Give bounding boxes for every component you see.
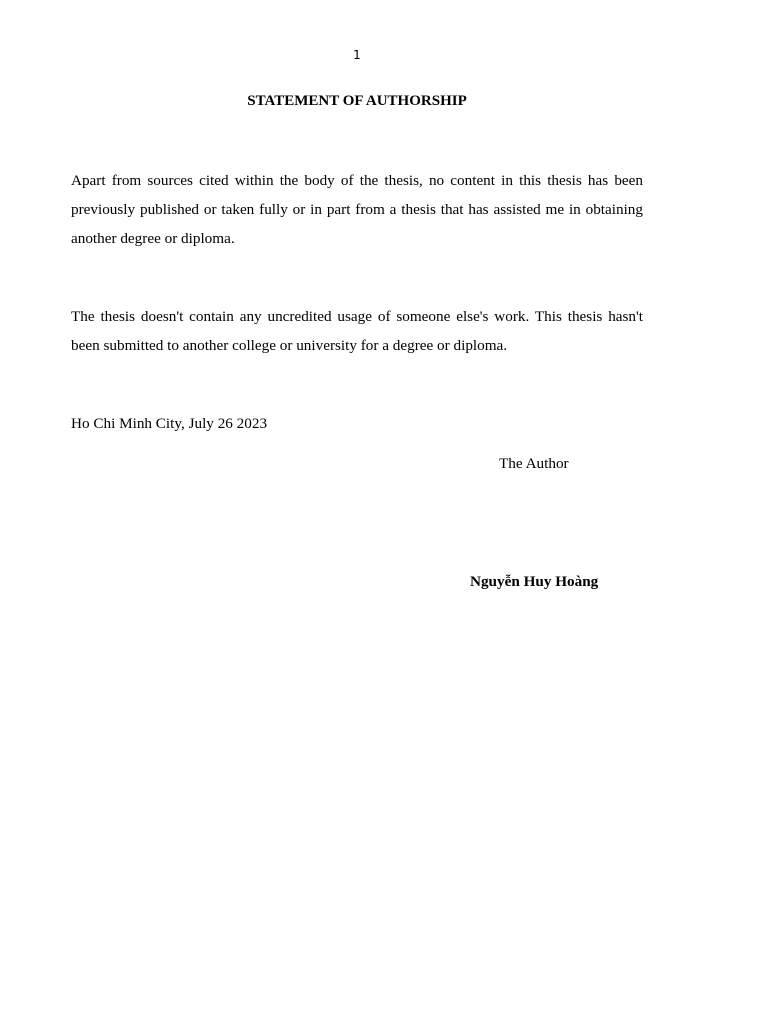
page-number: 1 xyxy=(353,48,361,62)
author-label: The Author xyxy=(499,455,569,472)
paragraph-originality: The thesis doesn't contain any uncredited usage of someone else's work. This thesis hasn't been submitted to another college or university for a degree or diploma. xyxy=(71,308,643,354)
place-date: Ho Chi Minh City, July 26 2023 xyxy=(71,415,268,432)
page-title: STATEMENT OF AUTHORSHIP xyxy=(247,93,467,109)
author-name: Nguyễn Huy Hoàng xyxy=(470,573,599,590)
paragraph-sources: Apart from sources cited within the body of the thesis, no content in this thesis has been previously published or taken fully or in part from a thesis that has assisted me in obtaining another degree or diploma. xyxy=(71,172,643,247)
